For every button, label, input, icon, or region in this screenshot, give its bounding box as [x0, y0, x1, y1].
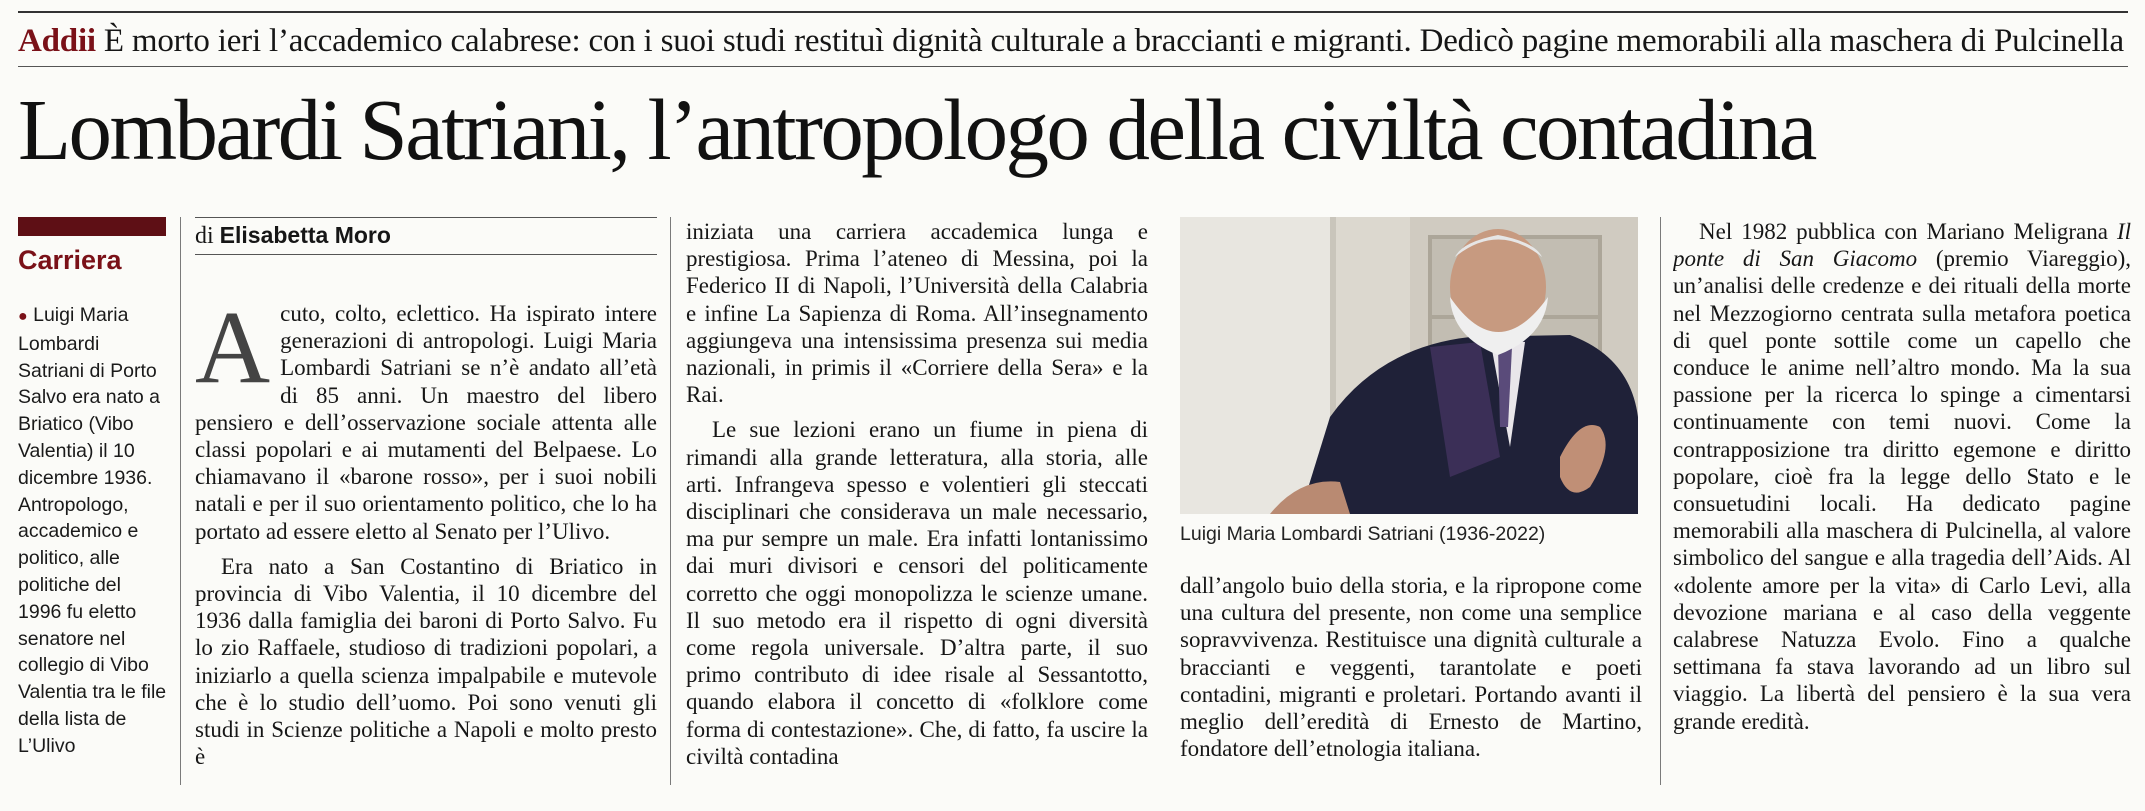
- sidebar-text: [18, 302, 168, 792]
- sidebar-title: Carriera: [18, 245, 122, 275]
- portrait-photo: [1180, 217, 1638, 514]
- paragraph: Le sue lezioni erano un fiume in piena di rimandi alla grande letteratura, alla storia, alle arti. Infrangeva spesso e volentieri gli steccati disciplinari che considerava un male necessario, ma pur sempre un male. Era infatti lontanissimo dai muri divisori e censori del politicamente corretto che oggi monopolizza le scienze umane. Il suo metodo era il rispetto di ogni diversità come regola universale. D’altra parte, il suo primo contributo di idee risale al Sessantotto, quando elabora il concetto di «folklore come forma di contestazione». Che, di fatto, fa uscire la civiltà contadina: [686, 417, 1148, 769]
- top-rule: [18, 11, 2128, 13]
- byline-rule: [195, 254, 657, 255]
- paragraph: Era nato a San Costantino di Briatico in provincia di Vibo Valentia, il 10 dicembre del 1936 dalla famiglia dei baroni di Porto Salvo. Fu lo zio Raffaele, studioso di tradizioni popolari, a iniziarlo a quella scienza impalpabile e mutevole che è lo studio dell’uomo. Poi sono venuti gli studi in Scienze politiche a Napoli e molto presto è: [195, 553, 657, 770]
- bullet-icon: ●: [18, 308, 28, 325]
- byline-prefix: di: [195, 223, 214, 249]
- paragraph: [1673, 218, 2131, 735]
- kicker: [18, 14, 2133, 68]
- article-column-2: [686, 218, 1148, 790]
- section-tag: Addii: [18, 23, 96, 59]
- kicker-rule: [18, 66, 2128, 67]
- book-title: Il ponte di San Giacomo: [1673, 219, 2131, 272]
- author-name: Elisabetta Moro: [219, 222, 391, 248]
- article-column-1: [195, 300, 657, 790]
- portrait-image: [1180, 217, 1638, 514]
- byline: [195, 218, 655, 252]
- column-divider: [670, 217, 671, 785]
- paragraph-text: cuto, colto, eclettico. Ha ispirato intere generazioni di antropologi. Luigi Maria Lombardi Satriani se n’è andato all’età di 85 anni. Un maestro del libero pensiero e dell’osservazione sociale attenta alle classi popolari e ai mutamenti del Belpaese. Lo chiamavano il «barone rosso», per i suoi nobili natali e per il suo orientamento politico, che lo ha portato ad essere eletto al Senato per l’Ulivo.: [195, 301, 657, 544]
- drop-cap: A: [195, 300, 271, 405]
- paragraph-text: (premio Viareggio), un’analisi delle credenze e dei rituali della morte nel Mezzogiorno centrata sulla metafora poetica di quel ponte sottile come un capello che conduce le anime nell’altro mondo. Ma la sua passione per la ricerca lo spinge a cimentarsi continuamente con temi nuovi. Come la contrapposizione tra diritto egemone e diritto popolare, cioè fra la legge dello Stato e le consuetudini locali. Ha dedicato pagine memorabili alla maschera di Pulcinella, al valore simbolico del sangue e alla tragedia dell’Aids. Al «dolente amore per la vita» di Carlo Levi, alla devozione mariana e al caso della veggente calabrese Natuzza Evolo. Fino a qualche settimana fa stava lavorando ad un libro sul viaggio. La libertà del pensiero è la sua vera grande eredità.: [1673, 246, 2131, 734]
- sidebar-body: Luigi Maria Lombardi Satriani di Porto Salvo era nato a Briatico (Vibo Valentia) il 10 dicembre 1936. Antropologo, accademico e politico, alle politiche del 1996 fu eletto senatore nel collegio di Vibo Valentia tra le file della lista de L’Ulivo: [18, 304, 167, 757]
- article-column-4: [1673, 218, 2131, 790]
- sidebar-accent-bar: [18, 217, 166, 236]
- headline: Lombardi Satriani, l’antropologo della civiltà contadina: [18, 81, 1815, 178]
- kicker-text: È morto ieri l’accademico calabrese: con i suoi studi restituì dignità culturale a braccianti e migranti. Dedicò pagine memorabili alla maschera di Pulcinella: [103, 23, 2124, 59]
- paragraph: iniziata una carriera accademica lunga e prestigiosa. Prima l’ateneo di Messina, poi la Federico II di Napoli, l’Università della Calabria e infine La Sapienza di Roma. All’insegnamento aggiungeva una intensissima presenza sui media nazionali, in primis il «Corriere della Sera» e la Rai.: [686, 219, 1148, 408]
- column-divider: [180, 217, 181, 785]
- photo-caption: Luigi Maria Lombardi Satriani (1936-2022): [1180, 523, 1546, 545]
- article-column-3: [1180, 572, 1642, 790]
- column-divider: [1660, 217, 1661, 785]
- paragraph: [195, 300, 657, 545]
- paragraph: dall’angolo buio della storia, e la ripropone come una cultura del presente, non come una semplice sopravvivenza. Restituisce una dignità culturale a braccianti e veggenti, tarantolate e poeti contadini, migranti e proletari. Portando avanti il meglio dell’eredità di Ernesto de Martino, fondatore dell’etnologia italiana.: [1180, 573, 1642, 762]
- paragraph-text: Nel 1982 pubblica con Mariano Meligrana: [1699, 219, 2117, 244]
